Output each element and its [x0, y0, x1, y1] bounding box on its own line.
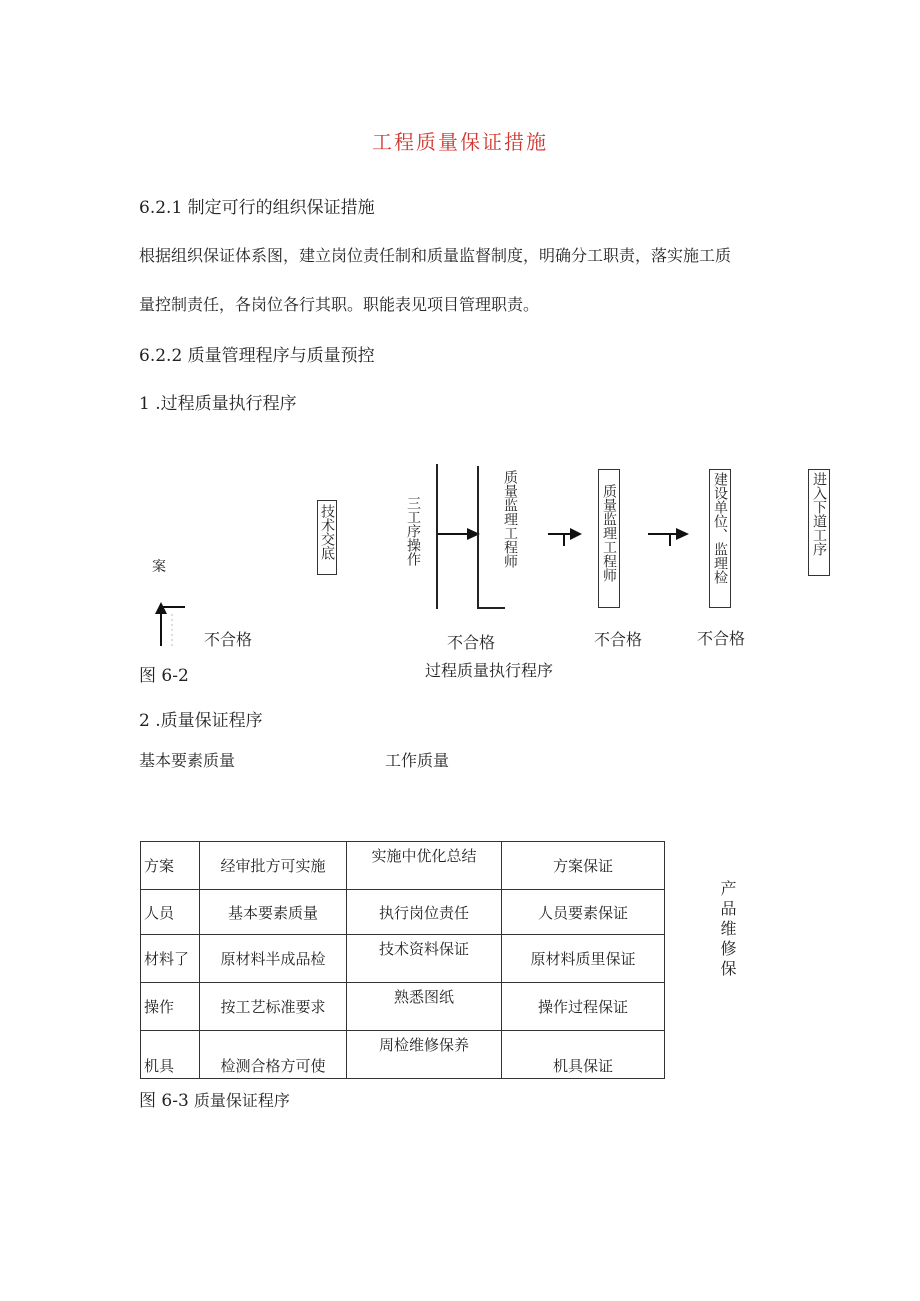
- next-process-label: 进入下道工序: [811, 472, 827, 556]
- engineer-box: [598, 469, 620, 608]
- table-cell: 实施中优化总结: [347, 842, 502, 890]
- page-title: 工程质量保证措施: [372, 130, 548, 154]
- section-621-para-2: 量控制责任，各岗位各行其职。职能表见项目管理职责。: [139, 295, 540, 314]
- quality-assurance-table: [140, 841, 665, 1079]
- section-621-title: 制定可行的组织保证措施: [187, 198, 375, 218]
- item-2-label: .质量保证程序: [155, 711, 263, 731]
- fail-label: 不合格: [447, 633, 496, 652]
- table-row: [141, 842, 665, 890]
- item-2-number: 2: [139, 711, 150, 731]
- flow-bracket-right: [477, 466, 479, 609]
- table-cell: 按工艺标准要求: [200, 983, 347, 1031]
- right-arrow-icon: [646, 524, 692, 548]
- table-cell: 周检维修保养: [347, 1031, 502, 1079]
- basic-elements-heading: 基本要素质量: [139, 751, 236, 770]
- table-row: [141, 890, 665, 935]
- item-1-label: .过程质量执行程序: [155, 394, 297, 414]
- section-622-number: 6.2.2: [139, 346, 183, 366]
- table-row: [141, 935, 665, 983]
- table-cell: 原材料质里保证: [502, 935, 665, 983]
- table-cell: 操作过程保证: [502, 983, 665, 1031]
- table-cell: 人员要素保证: [502, 890, 665, 935]
- plan-label: 案: [152, 559, 166, 575]
- owner-inspection-label: 建设单位、监理检: [712, 472, 728, 584]
- fail-label: 不合格: [204, 630, 253, 649]
- next-process-box: [808, 469, 830, 576]
- figure-6-3-caption: [139, 1086, 290, 1111]
- table-cell: 原材料半成品检: [200, 935, 347, 983]
- right-arrow-icon: [546, 524, 586, 548]
- table-cell: 方案: [141, 842, 200, 890]
- process-operation-label: 三工序操作: [405, 496, 421, 566]
- flow-bracket-bottom: [477, 607, 505, 609]
- work-quality-heading: 工作质量: [385, 751, 450, 770]
- tech-disclosure-label: 技术交底: [319, 504, 335, 560]
- table-cell: 材料了: [141, 935, 200, 983]
- table-row: [141, 983, 665, 1031]
- table-row: [141, 1031, 665, 1079]
- up-arrow-icon: [150, 600, 190, 648]
- product-maintenance-label: 产品维修保: [718, 880, 737, 980]
- right-arrow-icon: [438, 524, 482, 544]
- table-cell: 机具: [141, 1031, 200, 1079]
- table-cell: 检测合格方可使: [200, 1031, 347, 1079]
- table-cell: 操作: [141, 983, 200, 1031]
- section-621-heading: [139, 193, 375, 218]
- section-622-heading: [139, 341, 375, 366]
- table-cell: 机具保证: [502, 1031, 665, 1079]
- fail-label: 不合格: [594, 630, 643, 649]
- table-cell: 经审批方可实施: [200, 842, 347, 890]
- table-cell: 执行岗位责任: [347, 890, 502, 935]
- section-621-para-1: 根据组织保证体系图，建立岗位责任制和质量监督制度，明确分工职责，落实施工质: [139, 246, 732, 265]
- tech-disclosure-box: [317, 500, 337, 575]
- fail-label: 不合格: [697, 629, 746, 648]
- figure-6-2-number: 图 6-2: [139, 666, 189, 686]
- item-1-number: 1: [139, 394, 150, 414]
- table-cell: 技术资料保证: [347, 935, 502, 983]
- table-cell: 方案保证: [502, 842, 665, 890]
- engineer-label-2: 质量监理工程师: [601, 484, 617, 582]
- section-621-number: 6.2.1: [139, 198, 183, 218]
- engineer-label-1: 质量监理工程师: [502, 470, 518, 568]
- table-cell: 人员: [141, 890, 200, 935]
- table-cell: 基本要素质量: [200, 890, 347, 935]
- figure-6-3-title: 质量保证程序: [193, 1091, 290, 1110]
- owner-inspection-box: [709, 469, 731, 608]
- section-622-title: 质量管理程序与质量预控: [187, 346, 375, 366]
- table-cell: 熟悉图纸: [347, 983, 502, 1031]
- item-2-heading: [139, 706, 263, 731]
- figure-6-2-caption: 过程质量执行程序: [425, 661, 554, 680]
- figure-6-3-number: 图 6-3: [139, 1091, 189, 1111]
- item-1-heading: [139, 389, 297, 414]
